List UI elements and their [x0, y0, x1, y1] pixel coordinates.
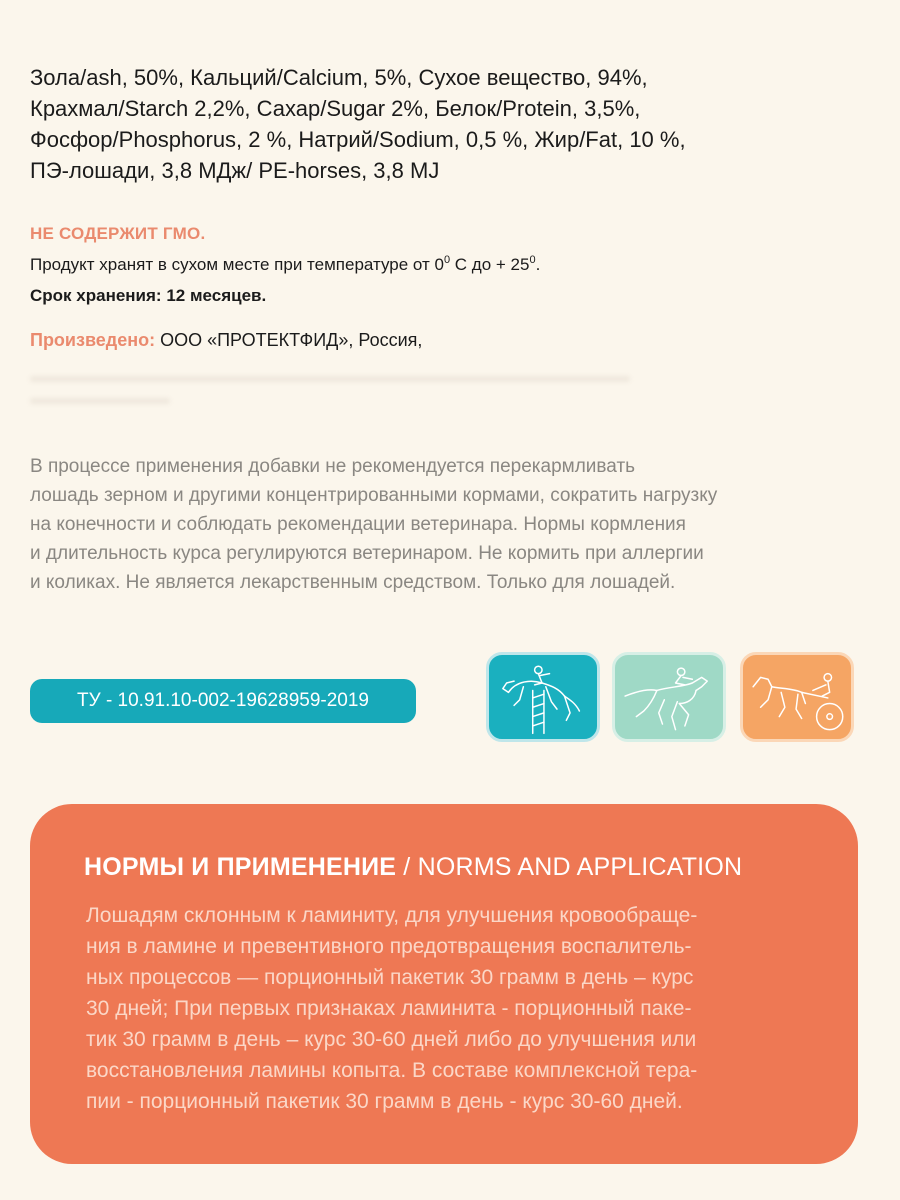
warning-line: лошадь зерном и другими концентрированными кормами, сократить нагрузку — [30, 485, 718, 506]
norms-line: 30 дней; При первых признаках ламинита - порционный паке- — [86, 997, 692, 1020]
norms-line: пии - порционный пакетик 30 грамм в день - курс 30-60 дней. — [86, 1090, 683, 1113]
norms-line: ния в ламине и превентивного предотвращения воспалитель- — [86, 935, 692, 958]
usage-warning — [30, 452, 880, 597]
storage-text: Продукт хранят в сухом месте при температуре от 0 — [30, 255, 444, 274]
composition-line: Фосфор/Phosphorus, 2 %, Натрий/Sodium, 0,5 %, Жир/Fat, 10 %, — [30, 127, 686, 152]
norms-title — [84, 853, 742, 882]
tu-code-badge: ТУ - 10.91.10-002-19628959-2019 — [30, 679, 416, 723]
warning-line: на конечности и соблюдать рекомендации ветеринара. Нормы кормления — [30, 514, 686, 535]
norms-title-en: / NORMS AND APPLICATION — [396, 853, 743, 881]
show-jumping-horse-icon — [486, 652, 600, 742]
no-gmo-heading: НЕ СОДЕРЖИТ ГМО. — [30, 224, 206, 243]
norms-line: Лошадям склонным к ламиниту, для улучшения кровообраще- — [86, 904, 698, 927]
harness-trotting-horse-icon — [740, 652, 854, 742]
producer-label: Произведено: — [30, 330, 156, 350]
norms-line: тик 30 грамм в день – курс 30-60 дней либо до улучшения или — [86, 1028, 697, 1051]
racing-horse-icon — [612, 652, 726, 742]
norms-line: ных процессов — порционный пакетик 30 грамм в день – курс — [86, 966, 694, 989]
warning-line: и длительность курса регулируются ветеринаром. Не кормить при аллергии — [30, 543, 704, 564]
norms-text — [86, 900, 846, 1117]
producer-value: ООО «ПРОТЕКТФИД», Россия, — [155, 330, 423, 350]
storage-text: . — [535, 255, 541, 274]
storage-text: С до + 25 — [450, 255, 530, 274]
producer-line — [30, 330, 422, 351]
degree-mark: 0 — [443, 254, 451, 266]
composition-line: Крахмал/Starch 2,2%, Сахар/Sugar 2%, Белок/Protein, 3,5%, — [30, 96, 641, 121]
degree-mark: 0 — [529, 254, 536, 266]
storage-conditions — [30, 254, 540, 275]
shelf-life: Срок хранения: 12 месяцев. — [30, 286, 267, 305]
norms-line: восстановления ламины копыта. В составе комплексной тера- — [86, 1059, 698, 1082]
norms-panel — [30, 804, 858, 1164]
composition-block — [30, 62, 870, 186]
warning-line: В процессе применения добавки не рекомендуется перекармливать — [30, 456, 636, 477]
composition-line: Зола/ash, 50%, Кальций/Calcium, 5%, Сухое вещество, 94%, — [30, 65, 648, 90]
norms-title-ru: НОРМЫ И ПРИМЕНЕНИЕ — [84, 853, 397, 881]
warning-line: и коликах. Не является лекарственным средством. Только для лошадей. — [30, 572, 676, 593]
blurred-address — [30, 372, 640, 412]
composition-line: ПЭ-лошади, 3,8 МДж/ PE-horses, 3,8 MJ — [30, 158, 440, 183]
